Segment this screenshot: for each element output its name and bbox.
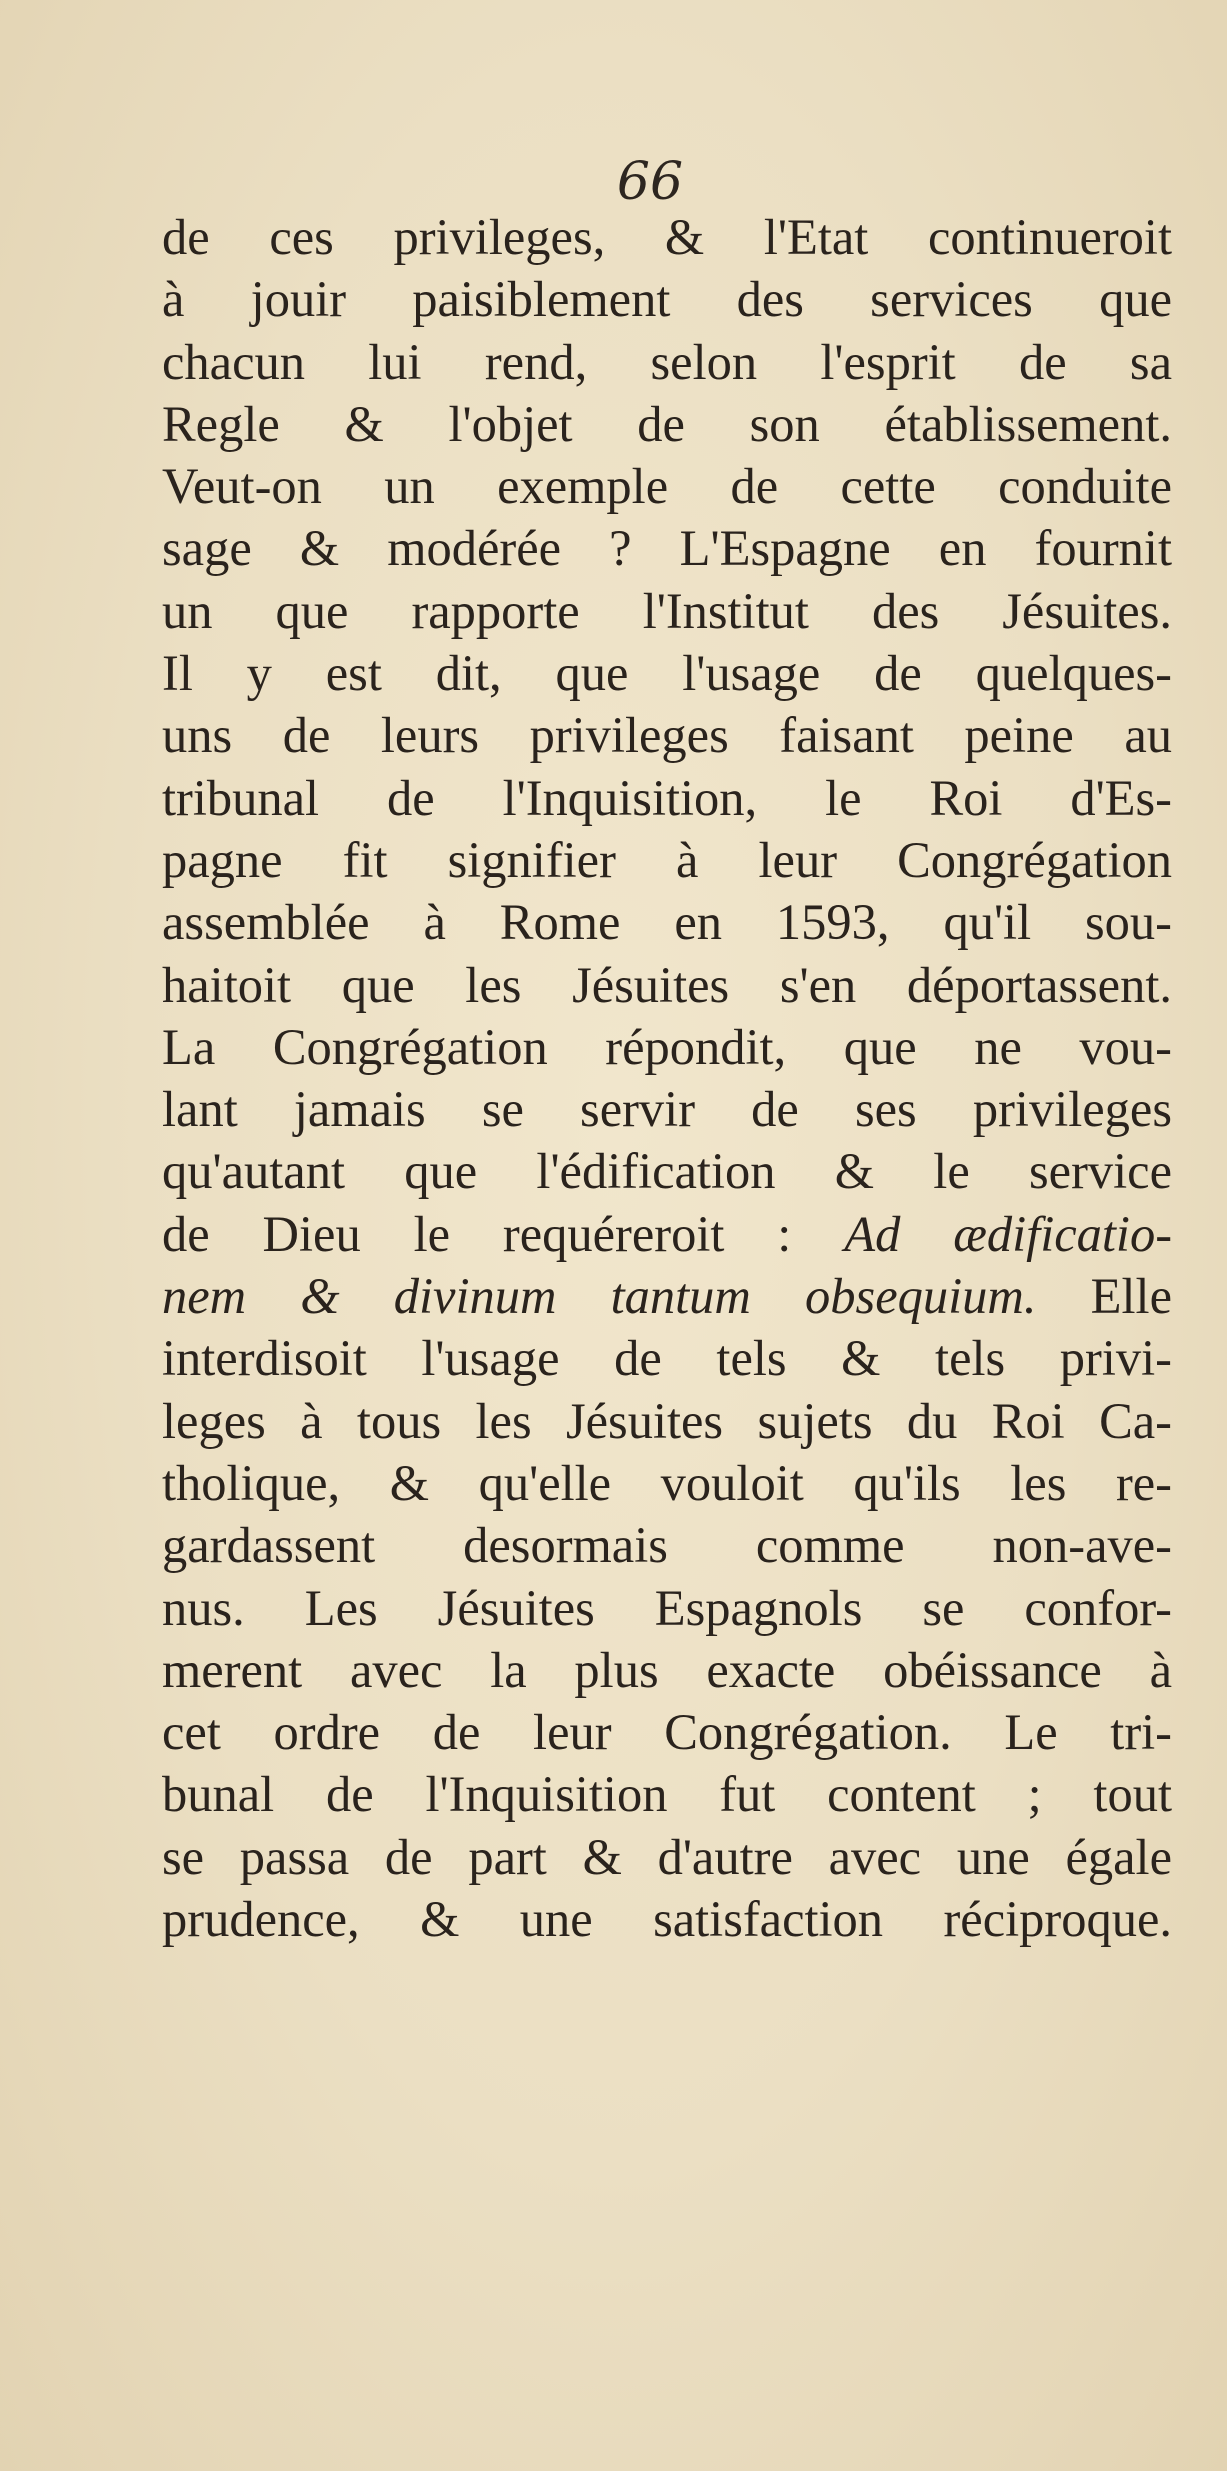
text-line-24: merent avec la plus exacte obéissance à <box>162 1641 1172 1698</box>
latin-quote-end: nem & divinum tantum obsequium. <box>162 1268 1037 1325</box>
text-line-8: Il y est dit, que l'usage de quelques- <box>162 645 1172 702</box>
text-line-3: chacun lui rend, selon l'esprit de sa <box>162 333 1172 390</box>
text-line-21: tholique, & qu'elle vouloit qu'ils les re- <box>162 1454 1172 1511</box>
text-line-2: à jouir paisiblement des services que <box>162 271 1172 328</box>
text-line-13: haitoit que les Jésuites s'en déportassent. <box>162 956 1172 1013</box>
text-line-11: pagne fit signifier à leur Congrégation <box>162 831 1172 888</box>
text-line-17 <box>162 1203 1172 1265</box>
text-line-18-roman: Elle <box>1090 1268 1172 1325</box>
text-line-12: assemblée à Rome en 1593, qu'il sou- <box>162 894 1172 951</box>
text-line-5: Veut-on un exemple de cette conduite <box>162 458 1172 515</box>
page-number: 66 <box>616 152 684 212</box>
text-line-6: sage & modérée ? L'Espagne en fournit <box>162 520 1172 577</box>
text-line-23: nus. Les Jésuites Espagnols se confor- <box>162 1579 1172 1636</box>
latin-quote-start: Ad ædificatio- <box>844 1205 1173 1262</box>
text-line-7: un que rapporte l'Institut des Jésuites. <box>162 582 1172 639</box>
text-line-9: uns de leurs privileges faisant peine au <box>162 707 1172 764</box>
text-line-28: prudence, & une satisfaction réciproque. <box>162 1891 1172 1948</box>
text-line-15: lant jamais se servir de ses privileges <box>162 1081 1172 1138</box>
body-text <box>162 206 1172 1950</box>
text-line-26: bunal de l'Inquisition fut content ; tout <box>162 1766 1172 1823</box>
text-line-10: tribunal de l'Inquisition, le Roi d'Es- <box>162 769 1172 826</box>
text-line-4: Regle & l'objet de son établissement. <box>162 395 1172 452</box>
text-line-25: cet ordre de leur Congrégation. Le tri- <box>162 1704 1172 1761</box>
text-line-1: de ces privileges, & l'Etat continueroit <box>162 209 1172 265</box>
text-line-20: leges à tous les Jésuites sujets du Roi Ca- <box>162 1392 1172 1449</box>
text-line-16: qu'autant que l'édification & le service <box>162 1143 1172 1200</box>
text-line-27: se passa de part & d'autre avec une égale <box>162 1828 1172 1885</box>
text-line-19: interdisoit l'usage de tels & tels privi- <box>162 1330 1172 1387</box>
text-line-22: gardassent desormais comme non-ave- <box>162 1517 1172 1574</box>
text-line-17-roman: de Dieu le requéreroit : <box>162 1205 792 1262</box>
text-line-14: La Congrégation répondit, que ne vou- <box>162 1018 1172 1075</box>
text-line-18 <box>162 1265 1172 1327</box>
